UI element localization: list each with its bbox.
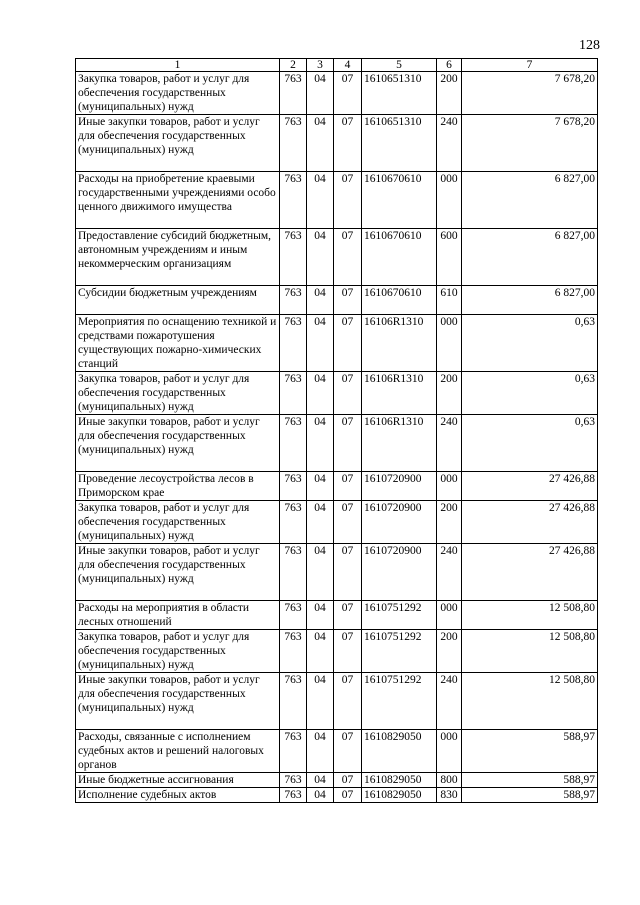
row-expense-type: 600 <box>437 229 462 286</box>
row-subsection: 07 <box>334 415 362 472</box>
row-amount: 588,97 <box>462 773 598 788</box>
header-cell: 3 <box>307 59 334 72</box>
row-subsection: 07 <box>334 788 362 803</box>
table-row <box>76 730 598 773</box>
row-chapter: 763 <box>280 773 307 788</box>
row-description: Закупка товаров, работ и услуг для обеспечения государственных (муниципальных) нужд <box>76 72 280 115</box>
table-row <box>76 72 598 115</box>
row-description: Закупка товаров, работ и услуг для обеспечения государственных (муниципальных) нужд <box>76 372 280 415</box>
row-expense-type: 000 <box>437 730 462 773</box>
table-row <box>76 501 598 544</box>
row-amount: 12 508,80 <box>462 601 598 630</box>
row-section: 04 <box>307 630 334 673</box>
row-expense-type: 610 <box>437 286 462 315</box>
row-target-article: 1610720900 <box>362 472 437 501</box>
row-amount: 6 827,00 <box>462 172 598 229</box>
row-chapter: 763 <box>280 372 307 415</box>
row-chapter: 763 <box>280 172 307 229</box>
row-subsection: 07 <box>334 501 362 544</box>
row-chapter: 763 <box>280 415 307 472</box>
row-subsection: 07 <box>334 472 362 501</box>
row-description: Иные закупки товаров, работ и услуг для обеспечения государственных (муниципальных) нужд <box>76 415 280 472</box>
row-amount: 27 426,88 <box>462 544 598 601</box>
row-target-article: 16106R1310 <box>362 315 437 372</box>
row-amount: 27 426,88 <box>462 501 598 544</box>
row-section: 04 <box>307 544 334 601</box>
row-description: Мероприятия по оснащению техникой и средствами пожаротушения существующих пожарно-химических станций <box>76 315 280 372</box>
row-subsection: 07 <box>334 115 362 172</box>
row-amount: 588,97 <box>462 730 598 773</box>
row-section: 04 <box>307 372 334 415</box>
row-subsection: 07 <box>334 544 362 601</box>
header-row <box>76 59 598 72</box>
row-section: 04 <box>307 72 334 115</box>
table-row <box>76 286 598 315</box>
row-chapter: 763 <box>280 229 307 286</box>
row-expense-type: 200 <box>437 630 462 673</box>
row-amount: 6 827,00 <box>462 286 598 315</box>
row-subsection: 07 <box>334 730 362 773</box>
row-section: 04 <box>307 115 334 172</box>
row-chapter: 763 <box>280 601 307 630</box>
row-description: Исполнение судебных актов <box>76 788 280 803</box>
row-target-article: 1610670610 <box>362 286 437 315</box>
row-target-article: 1610829050 <box>362 730 437 773</box>
row-section: 04 <box>307 315 334 372</box>
table-row <box>76 172 598 229</box>
row-subsection: 07 <box>334 372 362 415</box>
row-chapter: 763 <box>280 472 307 501</box>
budget-table <box>75 58 598 803</box>
row-subsection: 07 <box>334 601 362 630</box>
row-section: 04 <box>307 501 334 544</box>
row-expense-type: 000 <box>437 601 462 630</box>
row-target-article: 1610651310 <box>362 72 437 115</box>
row-description: Субсидии бюджетным учреждениям <box>76 286 280 315</box>
row-expense-type: 240 <box>437 115 462 172</box>
row-chapter: 763 <box>280 286 307 315</box>
table-row <box>76 115 598 172</box>
table-row <box>76 601 598 630</box>
row-chapter: 763 <box>280 544 307 601</box>
row-expense-type: 200 <box>437 501 462 544</box>
row-section: 04 <box>307 773 334 788</box>
row-amount: 588,97 <box>462 788 598 803</box>
row-amount: 7 678,20 <box>462 72 598 115</box>
table-row <box>76 229 598 286</box>
row-target-article: 16106R1310 <box>362 415 437 472</box>
table-row <box>76 673 598 730</box>
row-target-article: 16106R1310 <box>362 372 437 415</box>
header-cell: 6 <box>437 59 462 72</box>
row-target-article: 1610670610 <box>362 229 437 286</box>
row-description: Иные закупки товаров, работ и услуг для обеспечения государственных (муниципальных) нужд <box>76 544 280 601</box>
header-cell: 2 <box>280 59 307 72</box>
row-expense-type: 240 <box>437 415 462 472</box>
row-subsection: 07 <box>334 72 362 115</box>
row-subsection: 07 <box>334 315 362 372</box>
row-amount: 0,63 <box>462 415 598 472</box>
row-target-article: 1610829050 <box>362 788 437 803</box>
row-description: Иные закупки товаров, работ и услуг для обеспечения государственных (муниципальных) нужд <box>76 673 280 730</box>
row-amount: 6 827,00 <box>462 229 598 286</box>
row-subsection: 07 <box>334 630 362 673</box>
table-row <box>76 372 598 415</box>
row-amount: 0,63 <box>462 372 598 415</box>
row-section: 04 <box>307 788 334 803</box>
table-row <box>76 630 598 673</box>
row-description: Расходы, связанные с исполнением судебных актов и решений налоговых органов <box>76 730 280 773</box>
row-target-article: 1610670610 <box>362 172 437 229</box>
row-section: 04 <box>307 601 334 630</box>
row-amount: 12 508,80 <box>462 630 598 673</box>
row-description: Закупка товаров, работ и услуг для обеспечения государственных (муниципальных) нужд <box>76 501 280 544</box>
row-subsection: 07 <box>334 229 362 286</box>
row-expense-type: 830 <box>437 788 462 803</box>
row-subsection: 07 <box>334 286 362 315</box>
row-section: 04 <box>307 730 334 773</box>
row-chapter: 763 <box>280 730 307 773</box>
table-row <box>76 788 598 803</box>
row-section: 04 <box>307 415 334 472</box>
row-section: 04 <box>307 673 334 730</box>
row-target-article: 1610751292 <box>362 630 437 673</box>
row-subsection: 07 <box>334 172 362 229</box>
row-chapter: 763 <box>280 788 307 803</box>
row-target-article: 1610829050 <box>362 773 437 788</box>
row-target-article: 1610751292 <box>362 673 437 730</box>
table-row <box>76 544 598 601</box>
row-description: Расходы на мероприятия в области лесных отношений <box>76 601 280 630</box>
row-amount: 12 508,80 <box>462 673 598 730</box>
row-description: Проведение лесоустройства лесов в Приморском крае <box>76 472 280 501</box>
row-target-article: 1610720900 <box>362 501 437 544</box>
header-cell: 7 <box>462 59 598 72</box>
row-expense-type: 240 <box>437 673 462 730</box>
row-subsection: 07 <box>334 673 362 730</box>
row-target-article: 1610651310 <box>362 115 437 172</box>
table-row <box>76 773 598 788</box>
row-section: 04 <box>307 172 334 229</box>
row-section: 04 <box>307 472 334 501</box>
row-description: Расходы на приобретение краевыми государственными учреждениями особо ценного движимого имущества <box>76 172 280 229</box>
row-expense-type: 200 <box>437 72 462 115</box>
row-chapter: 763 <box>280 673 307 730</box>
row-section: 04 <box>307 229 334 286</box>
row-amount: 0,63 <box>462 315 598 372</box>
row-target-article: 1610751292 <box>362 601 437 630</box>
row-section: 04 <box>307 286 334 315</box>
row-expense-type: 240 <box>437 544 462 601</box>
row-subsection: 07 <box>334 773 362 788</box>
table-row <box>76 415 598 472</box>
row-description: Закупка товаров, работ и услуг для обеспечения государственных (муниципальных) нужд <box>76 630 280 673</box>
row-target-article: 1610720900 <box>362 544 437 601</box>
row-chapter: 763 <box>280 501 307 544</box>
row-expense-type: 800 <box>437 773 462 788</box>
row-description: Иные бюджетные ассигнования <box>76 773 280 788</box>
page-number: 128 <box>579 38 600 53</box>
row-chapter: 763 <box>280 315 307 372</box>
row-description: Предоставление субсидий бюджетным, автономным учреждениям и иным некоммерческим организациям <box>76 229 280 286</box>
header-cell: 4 <box>334 59 362 72</box>
row-chapter: 763 <box>280 630 307 673</box>
table-row <box>76 472 598 501</box>
row-expense-type: 000 <box>437 472 462 501</box>
header-cell: 1 <box>76 59 280 72</box>
row-description: Иные закупки товаров, работ и услуг для обеспечения государственных (муниципальных) нужд <box>76 115 280 172</box>
row-chapter: 763 <box>280 115 307 172</box>
table-row <box>76 315 598 372</box>
header-cell: 5 <box>362 59 437 72</box>
row-amount: 27 426,88 <box>462 472 598 501</box>
row-expense-type: 200 <box>437 372 462 415</box>
row-expense-type: 000 <box>437 172 462 229</box>
row-chapter: 763 <box>280 72 307 115</box>
row-amount: 7 678,20 <box>462 115 598 172</box>
row-expense-type: 000 <box>437 315 462 372</box>
